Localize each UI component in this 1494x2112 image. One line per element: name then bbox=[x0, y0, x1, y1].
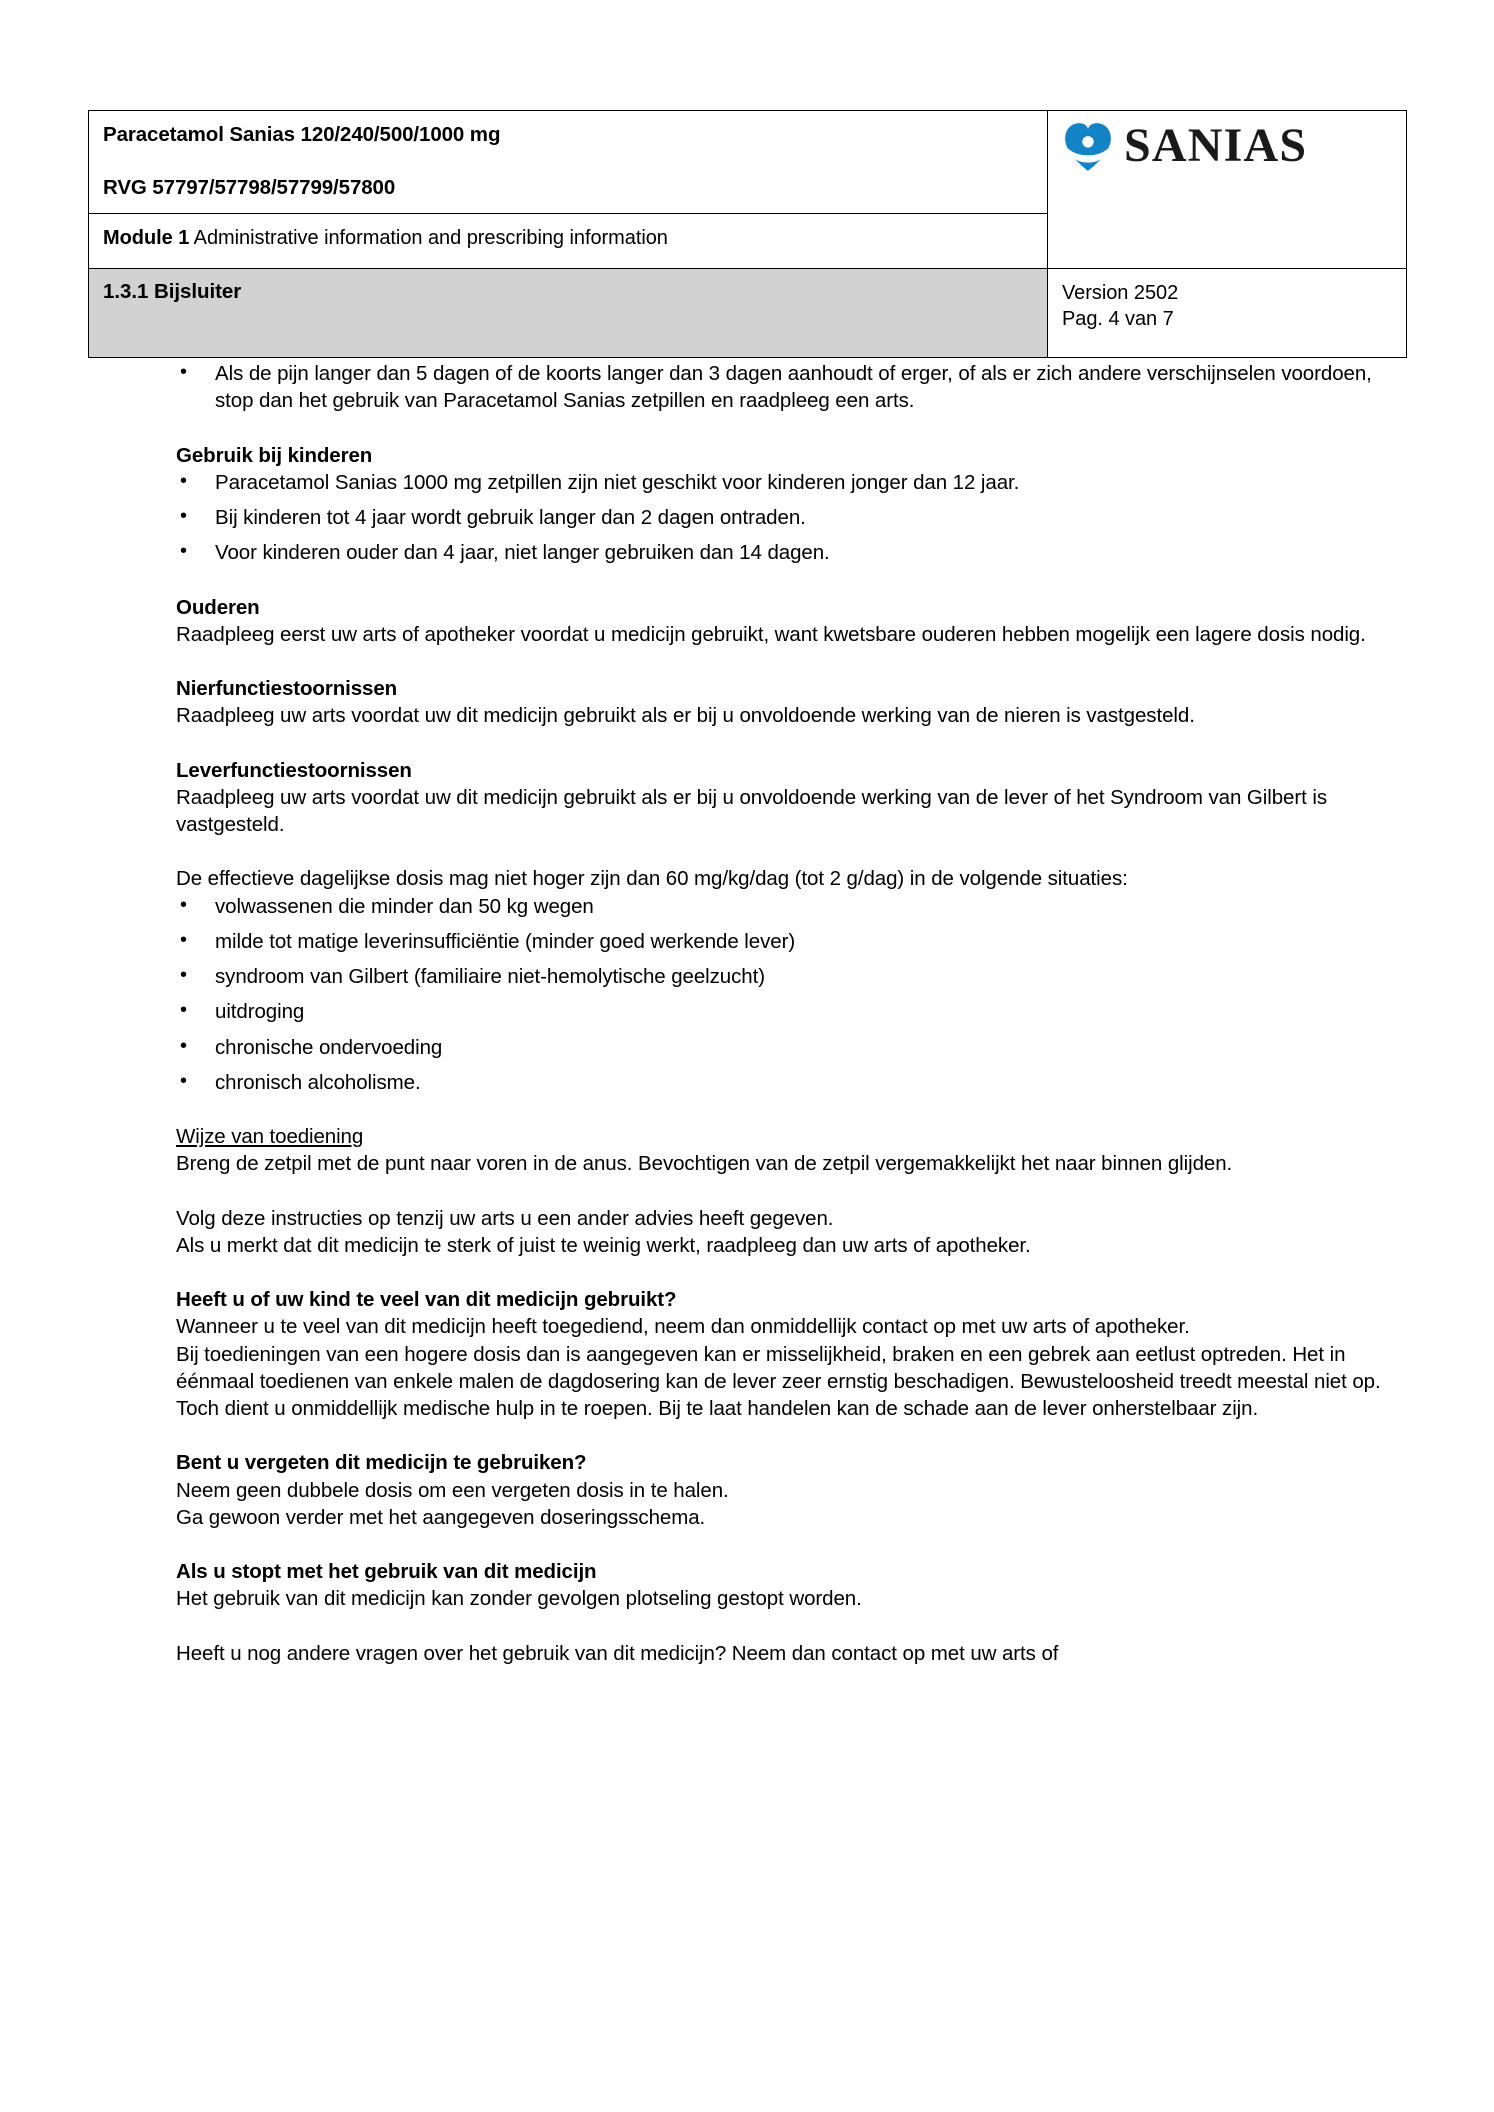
document-body bbox=[88, 360, 1408, 1667]
pagination-text: Pag. 4 van 7 bbox=[1062, 308, 1174, 331]
header-row-title bbox=[89, 111, 1407, 214]
spacer bbox=[88, 838, 1408, 865]
heading-vergeten-te-gebruiken: Bent u vergeten dit medicijn te gebruiken? bbox=[176, 1451, 587, 1475]
spacer bbox=[88, 1422, 1408, 1449]
paragraph-instructies-1: Volg deze instructies op tenzij uw arts u een ander advies heeft gegeven. bbox=[176, 1206, 834, 1230]
header-row-section bbox=[89, 268, 1407, 358]
paragraph-instructies-2: Als u merkt dat dit medicijn te sterk of juist te weinig werkt, raadpleeg dan uw arts of apotheker. bbox=[176, 1233, 1031, 1257]
heading-wijze-van-toediening: Wijze van toediening bbox=[176, 1125, 364, 1148]
module-description: Administrative information and prescribing information bbox=[189, 227, 668, 250]
dosis-bullet-list bbox=[88, 893, 1408, 1097]
spacer bbox=[88, 1259, 1408, 1286]
paragraph-vragen: Heeft u nog andere vragen over het gebruik van dit medicijn? Neem dan contact op met uw arts of bbox=[176, 1641, 1059, 1665]
kinderen-bullet-list bbox=[88, 469, 1408, 567]
paragraph-leverfunctie: Raadpleeg uw arts voordat uw dit medicijn gebruikt als er bij u onvoldoende werking van de lever of het Syndroom van Gilbert is vastgesteld. bbox=[176, 785, 1327, 836]
list-item: • Bij kinderen tot 4 jaar wordt gebruik langer dan 2 dagen ontraden. bbox=[88, 504, 1408, 531]
paragraph-toediening: Breng de zetpil met de punt naar voren in de anus. Bevochtigen van de zetpil vergemakkelijkt het naar binnen glijden. bbox=[176, 1152, 1233, 1176]
heading-te-veel-gebruikt: Heeft u of uw kind te veel van dit medicijn gebruikt? bbox=[176, 1288, 677, 1311]
intro-bullet-list bbox=[88, 360, 1408, 415]
logo-wordmark: SANIAS bbox=[1124, 119, 1308, 172]
paragraph-vergeten-1: Neem geen dubbele dosis om een vergeten dosis in te halen. bbox=[176, 1478, 729, 1502]
rvg-numbers: RVG 57797/57798/57799/57800 bbox=[103, 175, 396, 199]
version-text: Version 2502 bbox=[1062, 281, 1179, 304]
paragraph-teveel-2: Bij toedieningen van een hogere dosis dan is aangegeven kan er misselijkheid, braken en een gebrek aan eetlust optreden. Het in éénmaal toedienen van enkele malen de dagdosering kan de lever zeer ernstig beschadigen. Bewusteloosheid treedt meestal niet op. Toch dient u onmiddellijk medische hulp in te roepen. Bij te laat handelen kan de schade aan de lever onherstelbaar zijn. bbox=[176, 1342, 1381, 1420]
module-label: Module 1 bbox=[103, 227, 190, 250]
list-item: • chronische ondervoeding bbox=[88, 1034, 1408, 1061]
spacer bbox=[88, 415, 1408, 442]
spacer bbox=[88, 1178, 1408, 1205]
list-item: • Paracetamol Sanias 1000 mg zetpillen zijn niet geschikt voor kinderen jonger dan 12 jaar. bbox=[88, 469, 1408, 496]
paragraph-dosis-intro: De effectieve dagelijkse dosis mag niet hoger zijn dan 60 mg/kg/dag (tot 2 g/dag) in de volgende situaties: bbox=[176, 867, 1128, 891]
spacer bbox=[88, 648, 1408, 675]
paragraph-nierfunctie: Raadpleeg uw arts voordat uw dit medicijn gebruikt als er bij u onvoldoende werking van de nieren is vastgesteld. bbox=[176, 704, 1195, 728]
paragraph-teveel-1: Wanneer u te veel van dit medicijn heeft toegediend, neem dan onmiddellijk contact op met uw arts of apotheker. bbox=[176, 1315, 1190, 1339]
heading-nierfunctiestoornissen: Nierfunctiestoornissen bbox=[176, 677, 398, 700]
spacer bbox=[88, 730, 1408, 757]
header-cell-module bbox=[89, 214, 1048, 268]
title-spacer bbox=[103, 149, 1035, 175]
heading-gebruik-bij-kinderen: Gebruik bij kinderen bbox=[176, 443, 373, 467]
product-title: Paracetamol Sanias 120/240/500/1000 mg bbox=[103, 123, 501, 146]
spacer bbox=[88, 1531, 1408, 1558]
paragraph-stopt: Het gebruik van dit medicijn kan zonder gevolgen plotseling gestopt worden. bbox=[176, 1587, 862, 1611]
list-item: • milde tot matige leverinsufficiëntie (minder goed werkende lever) bbox=[88, 928, 1408, 955]
list-item: • uitdroging bbox=[88, 998, 1408, 1025]
heading-als-u-stopt: Als u stopt met het gebruik van dit medicijn bbox=[176, 1560, 597, 1583]
heading-leverfunctiestoornissen: Leverfunctiestoornissen bbox=[176, 758, 412, 782]
document-header-table bbox=[88, 110, 1407, 358]
spacer bbox=[88, 567, 1408, 594]
heart-figure-icon bbox=[1062, 121, 1114, 173]
header-cell-version bbox=[1048, 268, 1407, 358]
header-cell-section bbox=[89, 268, 1048, 358]
list-item: • chronisch alcoholisme. bbox=[88, 1069, 1408, 1096]
list-item: • Voor kinderen ouder dan 4 jaar, niet langer gebruiken dan 14 dagen. bbox=[88, 539, 1408, 566]
heading-ouderen: Ouderen bbox=[176, 595, 260, 619]
header-cell-product bbox=[89, 111, 1048, 214]
list-item: • syndroom van Gilbert (familiaire niet-hemolytische geelzucht) bbox=[88, 963, 1408, 990]
paragraph-vergeten-2: Ga gewoon verder met het aangegeven doseringsschema. bbox=[176, 1505, 706, 1529]
header-cell-logo bbox=[1048, 111, 1407, 269]
list-item: • volwassenen die minder dan 50 kg wegen bbox=[88, 893, 1408, 920]
list-item: • Als de pijn langer dan 5 dagen of de koorts langer dan 3 dagen aanhoudt of erger, of als er zich andere verschijnselen voordoen, stop dan het gebruik van Paracetamol Sanias zetpillen en raadpleeg een arts. bbox=[88, 360, 1408, 415]
spacer bbox=[88, 1613, 1408, 1640]
spacer bbox=[88, 1096, 1408, 1123]
section-number-title: 1.3.1 Bijsluiter bbox=[103, 279, 242, 303]
paragraph-ouderen: Raadpleeg eerst uw arts of apotheker voordat u medicijn gebruikt, want kwetsbare ouderen hebben mogelijk een lagere dosis nodig. bbox=[176, 622, 1366, 646]
